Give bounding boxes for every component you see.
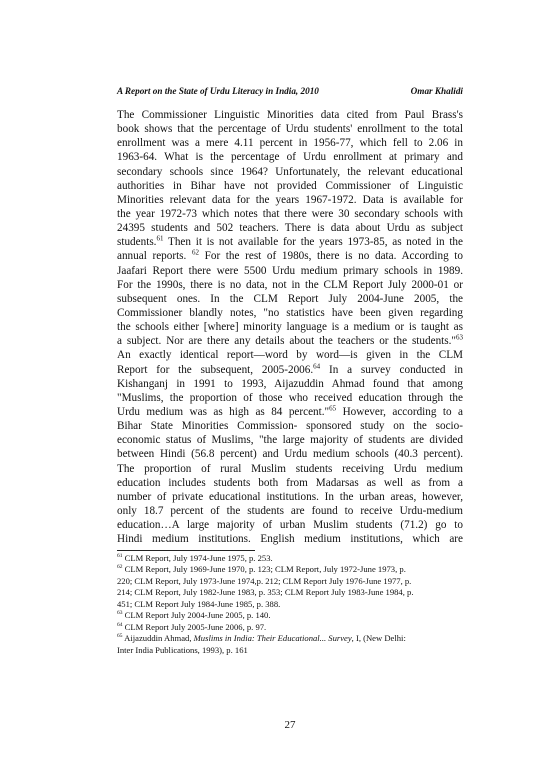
- footnote-line: $^{61}$ CLM Report, July 1974-June 1975, p. 253.: [117, 553, 273, 563]
- footnote-line: $^{62}$ CLM Report, July 1969-June 1970, p. 123; CLM Report, July 1972-June 1973, p.: [117, 564, 406, 575]
- body-line: annual reports. $^{62}$ For the rest of 1980s, there is no data. According to: [117, 249, 463, 263]
- body-line: enrollment was a mere 4.11 percent in 1956-77, which fell to 2.06 in: [117, 137, 463, 150]
- body-line: Kishanganj in 1991 to 1993, Aijazuddin Ahmad found that among: [117, 377, 463, 390]
- body-line: Bihar State Minorities Commission- sponsored study on the socio-: [117, 420, 463, 433]
- running-header: [117, 84, 463, 98]
- body-line: between Hindi (56.8 percent) and Urdu medium schools (40.3 percent).: [117, 448, 463, 461]
- page-number: 27: [284, 719, 296, 731]
- body-line: Urdu medium was as high as 84 percent."$^{65}$ However, according to a: [117, 404, 463, 418]
- header-author: Omar Khalidi: [410, 86, 463, 96]
- body-line: education includes students both from Madarsas as well as from a: [117, 476, 463, 489]
- footnote-marker: 64: [313, 362, 321, 370]
- body-line: number of private educational institutions. In the urban areas, however,: [117, 490, 463, 503]
- body-line: students.$^{61}$ Then it is not available for the years 1973-85, as noted in the: [117, 235, 463, 249]
- body-line: An exactly identical report—word by word—is given in the CLM: [117, 349, 463, 362]
- footnote-line: Inter India Publications, 1993), p. 161: [117, 644, 248, 655]
- footnote-line: $^{65}$ Aijazuddin Ahmad, Muslims in India: Their Educational... Survey, I, (New Delhi:: [117, 633, 406, 644]
- body-line: Report for the subsequent, 2005-2006.64 In a survey conducted in: [117, 362, 463, 376]
- footnote-marker: 63: [456, 334, 463, 342]
- footnote-marker: 62: [117, 564, 123, 571]
- body-line: The proportion of rural Muslim students receiving Urdu medium: [117, 462, 463, 475]
- italic-title: Muslims in India: Their Educational... Survey: [193, 633, 352, 644]
- footnote-separator: [117, 550, 255, 551]
- header-title: A Report on the State of Urdu Literacy in India, 2010: [117, 86, 319, 96]
- body-line: authorities in Bihar have not provided Commissioner of Linguistic: [117, 179, 463, 192]
- body-line: the year 1972-73 which notes that there were 30 secondary schools with: [117, 207, 463, 220]
- body-paragraph: [117, 108, 463, 546]
- body-line: Hindi medium institutions. English medium institutions, which are: [117, 533, 463, 546]
- footnote-marker: 64: [117, 621, 123, 628]
- footnotes: [117, 553, 463, 656]
- body-line: 1963-64. What is the percentage of Urdu enrollment at primary and: [117, 151, 463, 164]
- footnote-line: 214; CLM Report, July 1982-June 1983, p. 353; CLM Report July 1983-June 1984, p.: [117, 587, 414, 598]
- footnote-marker: 65: [329, 404, 337, 413]
- body-line: Minorities relevant data for the years 1967-1972. Data is available for: [117, 193, 463, 206]
- body-line: Commissioner blandly notes, "no statistics have been given regarding: [117, 306, 463, 319]
- body-line: book shows that the percentage of Urdu students' enrollment to the total: [117, 123, 463, 136]
- footnote-marker: 65: [117, 633, 123, 640]
- body-line: For the 1990s, there is no data, not in the CLM Report July 2000-01 or: [117, 278, 463, 291]
- footnote-line: 451; CLM Report July 1984-June 1985, p. 388.: [117, 598, 281, 609]
- footnote-line: $^{64}$ CLM Report July 2005-June 2006, p. 97.: [117, 621, 267, 632]
- body-line: The Commissioner Linguistic Minorities data cited from Paul Brass's: [117, 109, 463, 121]
- body-line: Jaafari Report there were 5500 Urdu medium primary schools in 1989.: [117, 264, 463, 277]
- body-line: subsequent ones. In the CLM Report July 2004-June 2005, the: [117, 292, 463, 305]
- body-line: only 18.7 percent of the students are found to receive Urdu-medium: [117, 504, 463, 517]
- footnote-line: 220; CLM Report, July 1973-June 1974,p. 212; CLM Report July 1976-June 1977, p.: [117, 575, 412, 586]
- footnote-marker: 63: [117, 610, 123, 617]
- footnote-marker: 62: [191, 249, 199, 257]
- body-line: economic status of Muslims, "the large majority of students are divided: [117, 434, 463, 447]
- body-line: the schools either [where] minority language is a medium or is taught as: [117, 321, 463, 334]
- body-line: education…A large majority of urban Muslim students (71.2) go to: [117, 519, 463, 532]
- body-line: 24395 students and 502 teachers. There is data about Urdu as subject: [117, 222, 463, 235]
- footnote-marker: 61: [117, 553, 123, 560]
- body-line: a subject. Nor are there any details about the teachers or the students."$^{63}$: [117, 334, 463, 348]
- footnote-line: $^{63}$ CLM Report July 2004-June 2005, p. 140.: [117, 610, 271, 621]
- body-line: "Muslims, the proportion of those who received education through the: [117, 391, 463, 404]
- footnote-marker: 61: [156, 235, 164, 243]
- body-line: secondary schools since 1964? Unfortunately, the relevant educational: [117, 165, 463, 178]
